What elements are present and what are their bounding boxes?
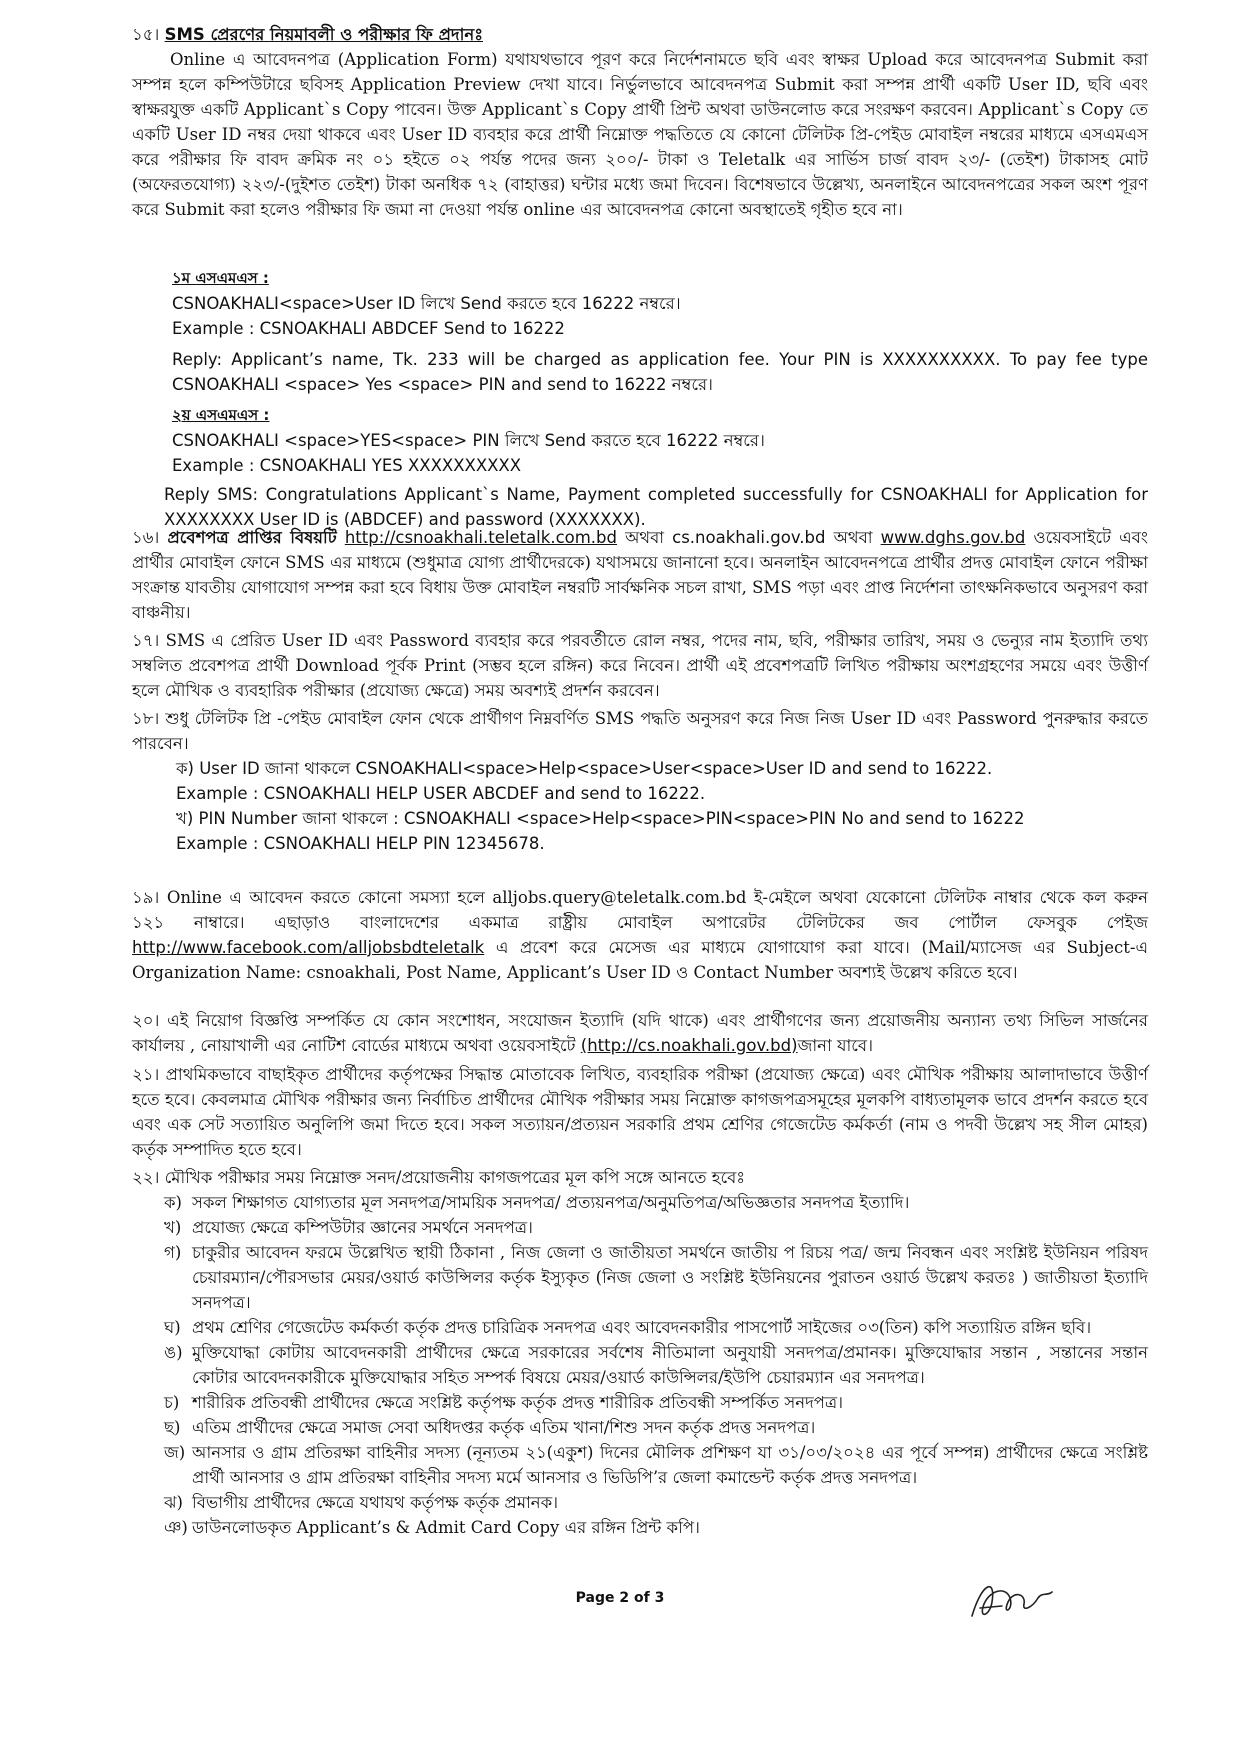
- section-number: ২১।: [132, 1065, 160, 1084]
- section-body: SMS এ প্রেরিত User ID এবং Password ব্যবহার করে পরবর্তীতে রোল নম্বর, পদের নাম, ছবি, পরীক্ষার তারিখ, সময় ও ভেন্যুর নাম ইত্যাদি তথ্য সম্বলিত প্রবেশপত্র প্রার্থী Download পূর্বক Print (সম্ভব হলে রঙ্গিন) করে নিবেন। প্রার্থী এই প্রবেশপত্রটি লিখিত পরীক্ষায় অংশগ্রহণের সময়ে এবং উত্তীর্ণ হলে মৌখিক ও ব্যবহারিক পরীক্ষার (প্রযোজ্য ক্ষেত্রে) সময় অবশ্যই প্রদর্শন করবেন।: [132, 631, 1148, 700]
- section-body-continued: এ প্রবেশ করে মেসেজ এর মাধ্যমে যোগাযোগ করা যাবে। (Mail/ম্যাসেজ এর Subject-এ Organization Name: csnoakhali, Post Name, Applicant’s User ID ও Contact Number অবশ্যই উল্লেখ করিতে হবে।: [132, 938, 1148, 982]
- section-21: [0, 1062, 1240, 1162]
- sms-2-example: Example : CSNOAKHALI YES XXXXXXXXXX: [172, 456, 522, 475]
- checklist-item: ছ) এতিম প্রার্থীদের ক্ষেত্রে সমাজ সেবা অধিদপ্তর কর্তৃক এতিম খানা/শিশু সদন কর্তৃক প্রদত্ত সনদপত্র।: [164, 1418, 816, 1437]
- section-20: ২০। এই নিয়োগ বিজ্ঞপ্তি সম্পর্কিত যে কোন সংশোধন, সংযোজন ইত্যাদি (যদি থাকে) এবং প্রার্থীগণের জন্য প্রয়োজনীয় অন্যান্য তথ্য সিভিল সার্জনের কার্যালয় , নোয়াখালী এর নোটিশ বোর্ডের মাধ্যমে অথবা ওয়েবসাইটে (http://cs.noakhali.gov.bd)জানা যাবে।: [0, 1008, 1240, 1058]
- admit-card-link-cs[interactable]: cs.noakhali.gov.bd: [672, 528, 826, 547]
- facebook-page-link[interactable]: http://www.facebook.com/alljobsbdteletalk: [132, 938, 485, 957]
- section-22: [0, 1165, 1240, 1540]
- page-number: Page 2 of 3: [575, 1590, 665, 1606]
- section-16: ১৬। প্রবেশপত্র প্রাপ্তির বিষয়টি http://csnoakhali.teletalk.com.bd অথবা cs.noakhali.gov.bd অথবা www.dghs.gov.bd ওয়েবসাইটে এবং প্রার্থীর মোবাইল ফোনে SMS এর মাধ্যমে (শুধুমাত্র যোগ্য প্রার্থীদেরকে) যথাসময়ে জানানো হবে। অনলাইন আবেদনপত্রে প্রার্থীর প্রদত্ত মোবাইল ফোনে পরীক্ষা সংক্রান্ত যাবতীয় যোগাযোগ সম্পন্ন করা হবে বিধায় উক্ত মোবাইল নম্বরটি সার্বক্ষনিক সচল রাখা, SMS পড়া এবং প্রাপ্ত নির্দেশনা তাৎক্ষনিকভাবে অনুসরণ করা বাঞ্চনীয়।: [0, 525, 1240, 625]
- section-number: ১৮।: [132, 709, 160, 728]
- section-body: Online এ আবেদন করতে কোনো সমস্যা হলে alljobs.query@teletalk.com.bd ই-মেইলে অথবা যেকোনো টেলিটক নাম্বার থেকে কল করুন ১২১ নাম্বারে। এছাড়াও বাংলাদেশের একমাত্র রাষ্ট্রীয় মোবাইল অপারেটর টেলিটকের জব পোর্টাল ফেসবুক পেইজ: [132, 888, 1148, 932]
- section-number: ১৬।: [132, 528, 160, 547]
- checklist-item: খ) প্রযোজ্য ক্ষেত্রে কম্পিউটার জ্ঞানের সমর্থনে সনদপত্র।: [164, 1218, 533, 1237]
- sms-1-instruction: CSNOAKHALI<space>User ID লিখে Send করতে হবে 16222 নম্বরে।: [172, 294, 681, 313]
- sms-2-instruction: CSNOAKHALI <space>YES<space> PIN লিখে Send করতে হবে 16222 নম্বরে।: [172, 431, 765, 450]
- sms-2-label: ২য় এসএমএস :: [172, 406, 270, 424]
- sms-2-reply: Reply SMS: Congratulations Applicant`s Name, Payment completed successfully for CSNOAKHALI for Application for XXXXXXXX User ID is (ABDCEF) and password (XXXXXXX).: [164, 485, 1148, 529]
- section-heading: প্রবেশপত্র প্রাপ্তির বিষয়টি: [167, 528, 337, 547]
- section-body: এই নিয়োগ বিজ্ঞপ্তি সম্পর্কিত যে কোন সংশোধন, সংযোজন ইত্যাদি (যদি থাকে) এবং প্রার্থীগণের জন্য প্রয়োজনীয় অন্যান্য তথ্য সিভিল সার্জনের কার্যালয় , নোয়াখালী এর নোটিশ বোর্ডের মাধ্যমে অথবা ওয়েবসাইটে: [132, 1011, 1148, 1055]
- section-body: শুধু টেলিটক প্রি -পেইড মোবাইল ফোন থেকে প্রার্থীগণ নিম্নবর্ণিত SMS পদ্ধতি অনুসরণ করে নিজ নিজ User ID এবং Password পুনরুদ্ধার করতে পারবেন।: [132, 709, 1148, 753]
- checklist-item: চ) শারীরিক প্রতিবন্ধী প্রার্থীদের ক্ষেত্রে সংশ্লিষ্ট কর্তৃপক্ষ কর্তৃক প্রদত্ত শারীরিক প্রতিবন্ধী সম্পর্কিত সনদপত্র।: [164, 1393, 843, 1412]
- checklist-item: গ) চাকুরীর আবেদন ফরমে উল্লেখিত স্থায়ী ঠিকানা , নিজ জেলা ও জাতীয়তা সমর্থনে জাতীয় প রিচয় পত্র/ জন্ম নিবন্ধন এবং সংশ্লিষ্ট ইউনিয়ন পরিষদ চেয়ারম্যান/পৌরসভার মেয়র/ওয়ার্ড কাউন্সিলর কর্তৃক ইস্যুকৃত (নিজ জেলা ও সংশ্লিষ্ট ইউনিয়নের পুরাতন ওয়ার্ড উল্লেখ করতঃ ) জাতীয়তা ইত্যাদি সনদপত্র।: [164, 1243, 1148, 1312]
- sms-1-block: [0, 265, 1240, 397]
- checklist-item: ঙ) মুক্তিযোদ্ধা কোটায় আবেদনকারী প্রার্থীদের ক্ষেত্রে সরকারের সর্বশেষ নীতিমালা অনুযায়ী সনদপত্র/প্রমানক। মুক্তিযোদ্ধার সন্তান , সন্তানের সন্তান কোটার আবেদনকারীকে মুক্তিযোদ্ধার সহিত সম্পর্ক বিষয়ে মেয়র/ওয়ার্ড কাউন্সিলর/ইউপি চেয়ারম্যান এর সনদপত্র।: [164, 1343, 1148, 1387]
- checklist-item: ঘ) প্রথম শ্রেণির গেজেটেড কর্মকর্তা কর্তৃক প্রদত্ত চারিত্রিক সনদপত্র এবং আবেদনকারীর পাসপোর্ট সাইজের ০৩(তিন) কপি সত্যায়িত রঙ্গিন ছবি।: [164, 1318, 1092, 1337]
- section-number: ১৯।: [132, 888, 160, 907]
- section-body: Online এ আবেদনপত্র (Application Form) যথাযথভাবে পূরণ করে নির্দেশনামতে ছবি এবং স্বাক্ষর Upload করে আবেদনপত্র Submit করা সম্পন্ন হলে কম্পিউটারে ছবিসহ Application Preview দেখা যাবে। নির্ভুলভাবে আবেদনপত্র Submit করা সম্পন্ন প্রার্থী একটি User ID, ছবি এবং স্বাক্ষরযুক্ত একটি Applicant`s Copy পাবেন। উক্ত Applicant`s Copy প্রার্থী প্রিন্ট অথবা ডাউনলোড করে সংরক্ষণ করবেন। Applicant`s Copy তে একটি User ID নম্বর দেয়া থাকবে এবং User ID ব্যবহার করে প্রার্থী নিম্নোক্ত পদ্ধতিতে যে কোনো টেলিটক প্রি-পেইড মোবাইল নম্বরের মাধ্যমে এসএমএস করে পরীক্ষার ফি বাবদ ক্রমিক নং ০১ হইতে ০২ পর্যন্ত পদের জন্য ২০০/- টাকা ও Teletalk এর সার্ভিস চার্জ বাবদ ২৩/- (তেইশ) টাকাসহ মোট (অফেরতযোগ্য) ২২৩/-(দুইশত তেইশ) টাকা অনধিক ৭২ (বাহাত্তর) ঘন্টার মধ্যে জমা দিবেন। বিশেষভাবে উল্লেখ্য, অনলাইনে আবেদনপত্রের সকল অংশ পূরণ করে Submit করা হলেও পরীক্ষার ফি জমা না দেওয়া পর্যন্ত online এর আবেদনপত্র কোনো অবস্থাতেই গৃহীত হবে না।: [132, 50, 1148, 219]
- section-number: ১৭।: [132, 631, 160, 650]
- section-body: প্রাথমিকভাবে বাছাইকৃত প্রার্থীদের কর্তৃপক্ষের সিদ্ধান্ত মোতাবেক লিখিত, ব্যবহারিক পরীক্ষা (প্রযোজ্য ক্ষেত্রে) এবং মৌখিক পরীক্ষায় আলাদাভাবে উত্তীর্ণ হতে হবে। কেবলমাত্র মৌখিক পরীক্ষার জন্য নির্বাচিত প্রার্থীদের মৌখিক পরীক্ষার সময় নিম্নোক্ত কাগজপত্রসমূহের মূলকপি বাধ্যতামূলক ভাবে প্রদর্শন করতে হবে এবং এক সেট সত্যায়িত অনুলিপি জমা দিতে হবে। সকল সত্যায়ন/প্রত্যয়ন সরকারি প্রথম শ্রেণির গেজেটেড কর্মকর্তা (নাম ও পদবী উল্লেখ সহ সীল মোহর) কর্তৃক সম্পাদিত হতে হবে।: [132, 1065, 1148, 1159]
- section-number: ২২।: [132, 1168, 160, 1187]
- notice-website-link[interactable]: (http://cs.noakhali.gov.bd): [580, 1036, 798, 1055]
- checklist-item: ক) সকল শিক্ষাগত যোগ্যতার মূল সনদপত্র/সাময়িক সনদপত্র/ প্রত্যয়নপত্র/অনুমতিপত্র/অভিজ্ঞতার সনদপত্র ইত্যাদি।: [164, 1193, 910, 1212]
- signature-icon: [962, 1572, 1058, 1628]
- checklist-item: ঞ) ডাউনলোডকৃত Applicant’s & Admit Card Copy এর রঙ্গিন প্রিন্ট কপি।: [164, 1518, 700, 1537]
- section-number: ১৫।: [132, 25, 160, 44]
- sms-1-example: Example : CSNOAKHALI ABDCEF Send to 16222: [172, 319, 565, 338]
- section-body: ওয়েবসাইটে এবং প্রার্থীর মোবাইল ফোনে SMS এর মাধ্যমে (শুধুমাত্র যোগ্য প্রার্থীদেরকে) যথাসময়ে জানানো হবে। অনলাইন আবেদনপত্রে প্রার্থীর প্রদত্ত মোবাইল ফোনে পরীক্ষা সংক্রান্ত যাবতীয় যোগাযোগ সম্পন্ন করা হবে বিধায় উক্ত মোবাইল নম্বরটি সার্বক্ষনিক সচল রাখা, SMS পড়া এবং প্রাপ্ত নির্দেশনা তাৎক্ষনিকভাবে অনুসরণ করা বাঞ্চনীয়।: [132, 528, 1148, 622]
- section-19: [0, 885, 1240, 985]
- section-heading: SMS প্রেরণের নিয়মাবলী ও পরীক্ষার ফি প্রদানঃ: [164, 25, 483, 44]
- section-17: [0, 628, 1240, 703]
- admit-card-link-dghs[interactable]: www.dghs.gov.bd: [880, 528, 1026, 547]
- section-number: ২০।: [132, 1011, 160, 1030]
- checklist-item: ঝ) বিভাগীয় প্রার্থীদের ক্ষেত্রে যথাযথ কর্তৃপক্ষ কর্তৃক প্রমানক।: [164, 1493, 559, 1512]
- sms-1-reply: Reply: Applicant’s name, Tk. 233 will be charged as application fee. Your PIN is XXXXXXXXXX. To pay fee type CSNOAKHALI <space> Yes <space> PIN and send to 16222 নম্বরে।: [172, 350, 1148, 394]
- recovery-user-id-instruction: User ID জানা থাকলে CSNOAKHALI<space>Help<space>User<space>User ID and send to 16222.: [199, 759, 993, 778]
- section-intro: মৌখিক পরীক্ষার সময় নিম্নোক্ত সনদ/প্রয়োজনীয় কাগজপত্রের মূল কপি সঙ্গে আনতে হবেঃ: [164, 1168, 746, 1187]
- recovery-pin-instruction: PIN Number জানা থাকলে : CSNOAKHALI <space>Help<space>PIN<space>PIN No and send to 16222: [198, 809, 1025, 828]
- sms-2-block: [0, 402, 1240, 532]
- section-18: ১৮। শুধু টেলিটক প্রি -পেইড মোবাইল ফোন থেকে প্রার্থীগণ নিম্নবর্ণিত SMS পদ্ধতি অনুসরণ করে নিজ নিজ User ID এবং Password পুনরুদ্ধার করতে পারবেন। ক) User ID জানা থাকলে CSNOAKHALI<space>Help<space>User<space>User ID and send to 16222. Example : CSNOAKHALI HELP USER ABCDEF and send to 16222. খ) PIN Number জানা থাকলে : CSNOAKHALI <space>Help<space>PIN<space>PIN No and send to 16222 Example : CSNOAKHALI HELP PIN 12345678.: [0, 706, 1240, 856]
- sms-1-label: ১ম এসএমএস :: [172, 269, 269, 287]
- admit-card-link-teletalk[interactable]: http://csnoakhali.teletalk.com.bd: [344, 528, 617, 547]
- section-15: [0, 22, 1240, 222]
- recovery-pin-example: Example : CSNOAKHALI HELP PIN 12345678.: [176, 834, 545, 853]
- recovery-user-id-example: Example : CSNOAKHALI HELP USER ABCDEF and send to 16222.: [176, 784, 706, 803]
- document-checklist: [132, 1190, 1148, 1540]
- checklist-item: জ) আনসার ও গ্রাম প্রতিরক্ষা বাহিনীর সদস্য (নূন্যতম ২১(একুশ) দিনের মৌলিক প্রশিক্ষণ যা ৩১/০৩/২০২৪ এর পূর্বে সম্পন্ন) প্রার্থীদের ক্ষেত্রে সংশ্লিষ্ট প্রার্থী আনসার ও গ্রাম প্রতিরক্ষা বাহিনীর সদস্য মর্মে আনসার ও ভিডিপি’র জেলা কমান্ডেন্ট কর্তৃক প্রদত্ত সনদপত্র।: [164, 1443, 1148, 1487]
